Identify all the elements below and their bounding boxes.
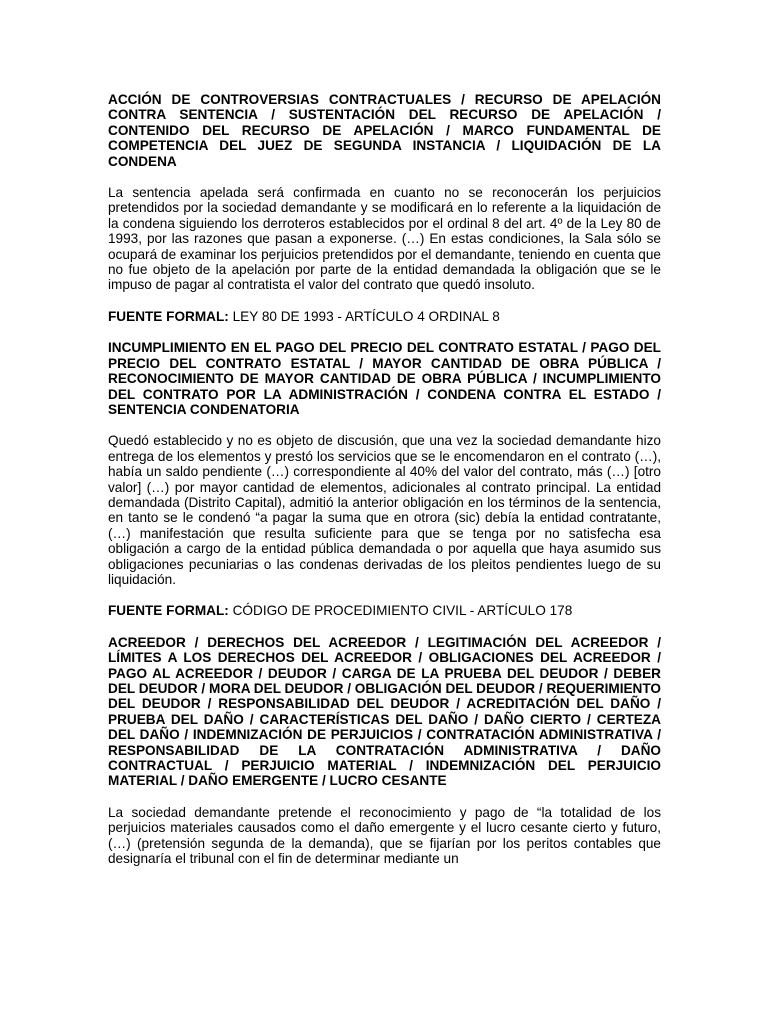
fuente-formal-value: LEY 80 DE 1993 - ARTÍCULO 4 ORDINAL 8 bbox=[228, 308, 500, 324]
section-1-fuente-formal bbox=[108, 309, 661, 324]
fuente-formal-label: FUENTE FORMAL: bbox=[108, 308, 229, 324]
section-3-body: La sociedad demandante pretende el reconocimiento y pago de “la totalidad de los perjuicios materiales causados como el daño emergente y el lucro cesante cierto y futuro, (…) (pretensión segunda de la demanda), que se fijarían por los peritos contables que designaría el tribunal con el fin de determinar mediante un bbox=[108, 804, 661, 867]
document-page bbox=[108, 92, 661, 882]
fuente-formal-value: CÓDIGO DE PROCEDIMIENTO CIVIL - ARTÍCULO 178 bbox=[228, 603, 573, 619]
section-2-heading: INCUMPLIMIENTO EN EL PAGO DEL PRECIO DEL CONTRATO ESTATAL / PAGO DEL PRECIO DEL CONTRATO ESTATAL / MAYOR CANTIDAD DE OBRA PÚBLICA / RECONOCIMIENTO DE MAYOR CANTIDAD DE OBRA PÚBLICA / INCUMPLIMIENTO DEL CONTRATO POR LA ADMINISTRACIÓN / CONDENA CONTRA EL ESTADO / SENTENCIA CONDENATORIA bbox=[108, 340, 661, 417]
fuente-formal-label: FUENTE FORMAL: bbox=[108, 603, 229, 619]
section-1-body: La sentencia apelada será confirmada en cuanto no se reconocerán los perjuicios pretendidos por la sociedad demandante y se modificará en lo referente a la liquidación de la condena siguiendo los derroteros establecidos por el ordinal 8 del art. 4º de la Ley 80 de 1993, por las razones que pasan a exponerse. (…) En estas condiciones, la Sala sólo se ocupará de examinar los perjuicios pretendidos por el demandante, teniendo en cuenta que no fue objeto de la apelación por parte de la entidad demandada la obligación que se le impuso de pagar al contratista el valor del contrato que quedó insoluto. bbox=[108, 185, 661, 293]
section-3-heading: ACREEDOR / DERECHOS DEL ACREEDOR / LEGITIMACIÓN DEL ACREEDOR / LÍMITES A LOS DERECHOS DEL ACREEDOR / OBLIGACIONES DEL ACREEDOR / PAGO AL ACREEDOR / DEUDOR / CARGA DE LA PRUEBA DEL DEUDOR / DEBER DEL DEUDOR / MORA DEL DEUDOR / OBLIGACIÓN DEL DEUDOR / REQUERIMIENTO DEL DEUDOR / RESPONSABILIDAD DEL DEUDOR / ACREDITACIÓN DEL DAÑO / PRUEBA DEL DAÑO / CARACTERÍSTICAS DEL DAÑO / DAÑO CIERTO / CERTEZA DEL DAÑO / INDEMNIZACIÓN DE PERJUICIOS / CONTRATACIÓN ADMINISTRATIVA / RESPONSABILIDAD DE LA CONTRATACIÓN ADMINISTRATIVA / DAÑO CONTRACTUAL / PERJUICIO MATERIAL / INDEMNIZACIÓN DEL PERJUICIO MATERIAL / DAÑO EMERGENTE / LUCRO CESANTE bbox=[108, 634, 661, 789]
section-1-heading: ACCIÓN DE CONTROVERSIAS CONTRACTUALES / RECURSO DE APELACIÓN CONTRA SENTENCIA / SUSTENTACIÓN DEL RECURSO DE APELACIÓN / CONTENIDO DEL RECURSO DE APELACIÓN / MARCO FUNDAMENTAL DE COMPETENCIA DEL JUEZ DE SEGUNDA INSTANCIA / LIQUIDACIÓN DE LA CONDENA bbox=[108, 92, 661, 169]
section-2-fuente-formal bbox=[108, 603, 661, 618]
section-2-body: Quedó establecido y no es objeto de discusión, que una vez la sociedad demandante hizo entrega de los elementos y prestó los servicios que se le encomendaron en el contrato (…), había un saldo pendiente (…) correspondiente al 40% del valor del contrato, más (…) [otro valor] (…) por mayor cantidad de elementos, adicionales al contrato principal. La entidad demandada (Distrito Capital), admitió la anterior obligación en los términos de la sentencia, en tanto se le condenó “a pagar la suma que en otrora (sic) debía la entidad contratante, (…) manifestación que resulta suficiente para que se tenga por no satisfecha esa obligación a cargo de la entidad pública demandada o por aquella que haya asumido sus obligaciones pecuniarias o las condenas derivadas de los pleitos pendientes luego de su liquidación. bbox=[108, 433, 661, 587]
